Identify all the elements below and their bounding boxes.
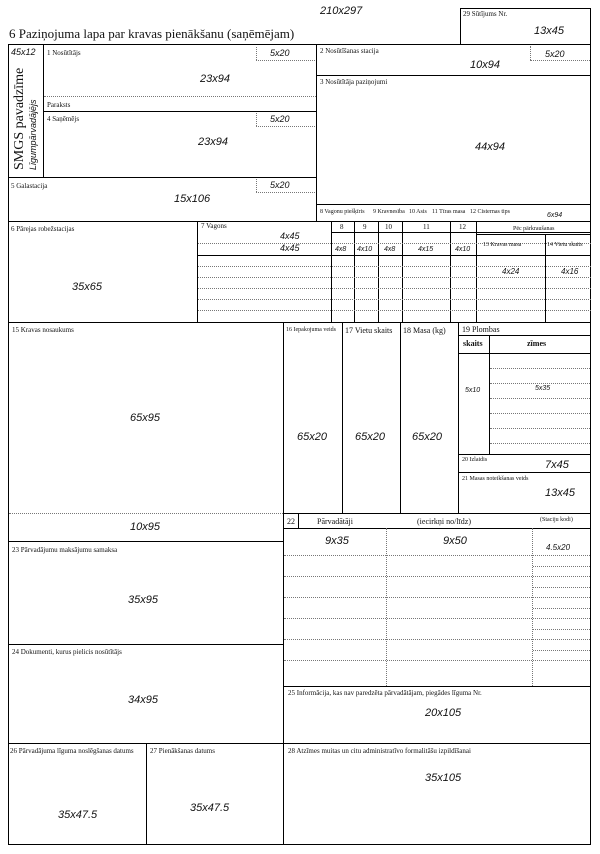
- places-label: 17 Vietu skaits: [345, 326, 393, 335]
- carriers-label: Pārvadātāji: [317, 517, 353, 526]
- customs-size: 35x105: [425, 772, 462, 784]
- col11-num: 11: [423, 223, 430, 231]
- carriers-num: 22: [287, 517, 295, 526]
- statements-label: 3 Nosūtītāja paziņojumi: [320, 78, 388, 86]
- cargo-size: 65x95: [130, 412, 160, 424]
- carriers-size1: 9x35: [325, 535, 349, 547]
- cost-label: 23 Pārvadājumu maksājumu samaksa: [12, 546, 118, 554]
- cargo-bottom-size: 10x95: [130, 521, 160, 533]
- dispatch-small: 5x20: [545, 49, 565, 59]
- mass-label: 18 Masa (kg): [403, 326, 446, 335]
- shipment-label: 29 Sūtījums Nr.: [463, 10, 508, 18]
- destination-label: 5 Galastacija: [11, 182, 48, 190]
- col14-size: 4x16: [561, 267, 579, 276]
- col11-size: 4x15: [418, 246, 434, 253]
- dispatch-label: 2 Nosūtīšanas stacija: [320, 47, 379, 55]
- recipient-label: 4 Saņēmējs: [47, 115, 80, 123]
- contract-label: Līgumpārvadājējs: [28, 99, 38, 170]
- col9-header: 9 Kravnesība: [373, 209, 405, 215]
- method-label: 21 Masas noteikšanas veids: [462, 476, 529, 482]
- signature-label: Paraksts: [47, 101, 71, 109]
- packaging-size: 65x20: [297, 431, 327, 443]
- col13-header: 13 Kravas masa: [483, 242, 522, 248]
- frame-right: [590, 8, 591, 845]
- reload-label: Pēc pārkraušanas: [513, 226, 555, 232]
- sender-size: 23x94: [200, 73, 230, 85]
- page-title: 6 Paziņojuma lapa par kravas pienākšanu (saņēmējam): [9, 26, 295, 41]
- col10-num: 10: [385, 223, 392, 231]
- destination-size: 15x106: [174, 193, 211, 205]
- col8-size: 4x8: [335, 246, 347, 253]
- col12-num: 12: [459, 223, 466, 231]
- station-code-label: (Staciju kodi): [540, 517, 573, 523]
- frame-top: [8, 44, 591, 45]
- col10-header: 10 Asis: [409, 209, 427, 215]
- col12-size: 4x10: [455, 246, 471, 253]
- arrival-date-label: 27 Pienākšanas datums: [150, 747, 215, 755]
- seals-count-size: 5x10: [465, 387, 481, 394]
- frame-bottom: [8, 844, 591, 845]
- statements-size: 44x94: [475, 141, 505, 153]
- form-size: 210x297: [320, 5, 363, 17]
- col13-size: 4x24: [502, 267, 520, 276]
- seals-marks-size: 5x35: [535, 385, 551, 392]
- documents-label: 24 Dokumenti, kurus pielicis nosūtītājs: [12, 648, 122, 656]
- sender-label: 1 Nosūtītājs: [47, 49, 81, 57]
- smgs-label: SMGS pavadzīme: [12, 67, 27, 170]
- destination-small: 5x20: [270, 180, 290, 190]
- documents-size: 34x95: [128, 694, 158, 706]
- wagon-size1: 4x45: [280, 231, 300, 241]
- wagon-size2: 4x45: [280, 243, 300, 253]
- col8-header: 8 Vagonu piešķīris: [320, 209, 365, 215]
- sender-small: 5x20: [270, 48, 290, 58]
- border-stations-size: 35x65: [72, 281, 102, 293]
- issued-label: 20 Izlaidis: [462, 457, 488, 463]
- cargo-label: 15 Kravas nosaukums: [12, 326, 74, 334]
- contract-date-label: 26 Pārvadājuma līguma noslēgšanas datums: [10, 747, 134, 755]
- col11-header: 11 Tīras masa: [432, 209, 466, 215]
- col14-header: 14 Vietu skaits: [547, 242, 583, 248]
- dispatch-size: 10x94: [470, 59, 500, 71]
- recipient-small: 5x20: [270, 114, 290, 124]
- carrier-info-label: 25 Informācija, kas nav paredzēta pārvadātājam, piegādes līguma Nr.: [288, 689, 482, 697]
- cost-size: 35x95: [128, 594, 158, 606]
- col8-num: 8: [340, 223, 344, 231]
- packaging-label: 16 Iepakojuma veids: [286, 327, 336, 333]
- carriers-size2: 9x50: [443, 535, 467, 547]
- col9-num: 9: [363, 223, 367, 231]
- wagon-label: 7 Vagons: [201, 222, 227, 230]
- arrival-date-size: 35x47.5: [190, 802, 230, 814]
- seals-count-label: skaits: [463, 339, 483, 348]
- sections-label: (iecirkņi no/līdz): [417, 517, 471, 526]
- method-size: 13x45: [545, 487, 575, 499]
- contract-date-size: 35x47.5: [58, 809, 98, 821]
- col10-size: 4x8: [384, 246, 396, 253]
- border-stations-label: 6 Pārejas robežstacijas: [11, 225, 75, 233]
- strip-size: 45x12: [11, 47, 36, 57]
- col9-size: 4x10: [357, 246, 373, 253]
- customs-label: 28 Atzīmes muitas un citu administratīvo formalitāšu izpildīšanai: [288, 747, 471, 755]
- col12-header: 12 Cisternas tips: [470, 209, 510, 215]
- recipient-size: 23x94: [198, 136, 228, 148]
- mass-size: 65x20: [412, 431, 442, 443]
- top-table-size: 6x94: [547, 212, 563, 219]
- seals-marks-label: zīmes: [527, 339, 547, 348]
- issued-size: 7x45: [545, 459, 569, 471]
- shipment-size: 13x45: [534, 25, 564, 37]
- station-code-size: 4.5x20: [546, 543, 571, 552]
- seals-label: 19 Plombas: [462, 325, 500, 334]
- carrier-info-size: 20x105: [425, 707, 462, 719]
- frame-left: [8, 44, 9, 845]
- places-size: 65x20: [355, 431, 385, 443]
